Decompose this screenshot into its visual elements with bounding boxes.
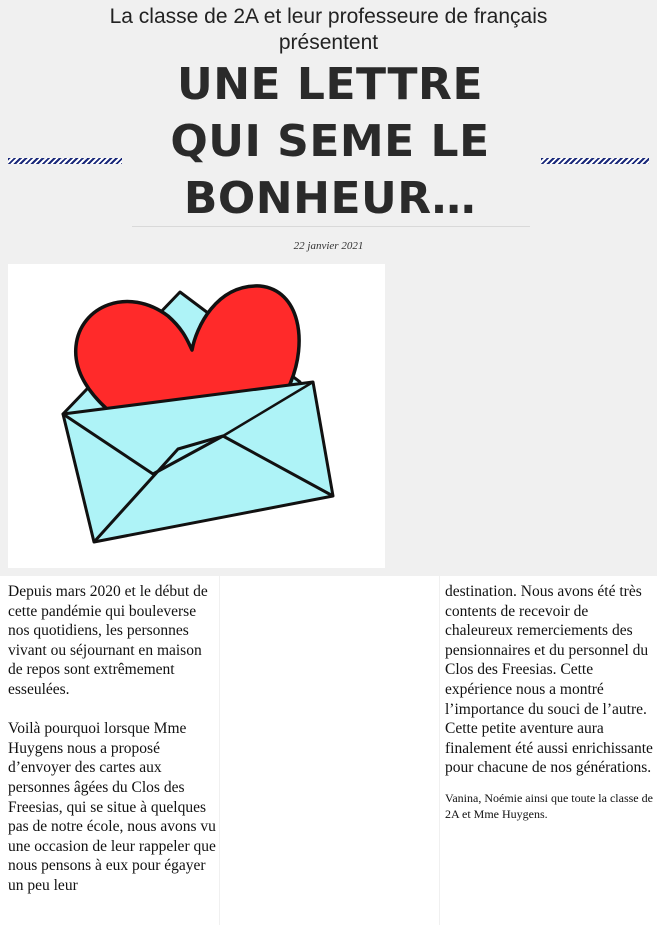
intro-line-presentent: présentent xyxy=(278,31,379,54)
title-line: QUI SEME LE xyxy=(170,116,490,167)
column-divider xyxy=(439,576,440,925)
publication-date: 22 janvier 2021 xyxy=(293,240,364,252)
title-line: BONHEUR… xyxy=(183,173,477,224)
article-column-3 xyxy=(445,582,653,822)
decorative-rule-right xyxy=(541,158,649,164)
page-title xyxy=(130,56,530,227)
title-underline xyxy=(132,226,530,227)
article-column-1 xyxy=(8,582,216,896)
article-paragraph: Voilà pourquoi lorsque Mme Huygens nous a proposé d’envoyer des cartes aux personnes âgées du Clos des Freesias, qui se situe à quelques pas de notre école, nous avons vu une occasion de leur rappeler que nous pensons à eux pour égayer un peu leur xyxy=(8,720,216,894)
intro-line: La classe de 2A et leur professeure de français xyxy=(109,5,548,28)
article-signature: Vanina, Noémie ainsi que toute la classe de 2A et Mme Huygens. xyxy=(445,790,653,821)
article-paragraph: destination. Nous avons été très contents de recevoir de chaleureux remerciements des pensionnaires et du personnel du Clos des Freesias. Cette expérience nous a montré l’importance du souci de l’autre. Cette petite aventure aura finalement été aussi enrichissante pour chacune de nos générations. xyxy=(445,583,653,777)
title-line: UNE LETTRE xyxy=(177,59,483,110)
column-divider xyxy=(219,576,220,925)
heart-envelope-icon xyxy=(8,264,385,568)
heart-envelope-illustration xyxy=(8,264,385,568)
article-paragraph: Depuis mars 2020 et le début de cette pandémie qui bouleverse nos quotidiens, les personnes vivant ou séjournant en maison de repos sont extrêmement esseulées. xyxy=(8,583,208,698)
decorative-rule-left xyxy=(8,158,122,164)
